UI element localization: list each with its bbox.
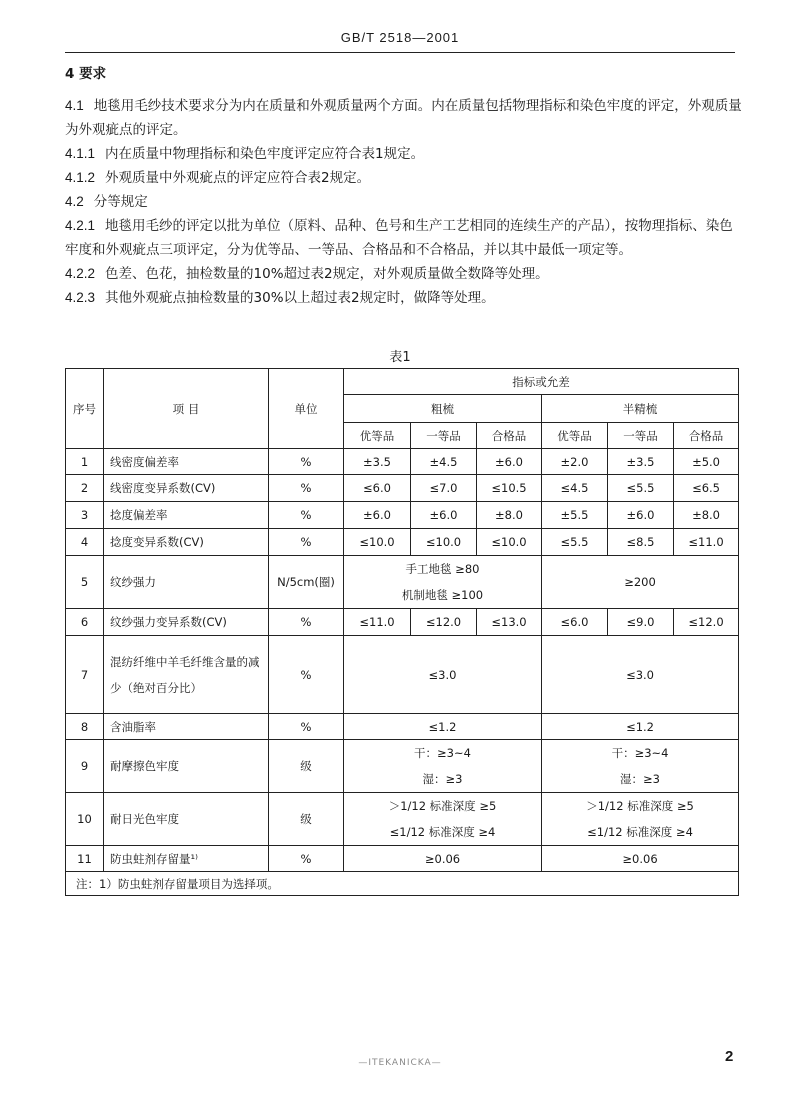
- clause-text: 内在质量中物理指标和染色牢度评定应符合表1规定。: [105, 146, 425, 162]
- header-seq: 序号: [66, 369, 104, 449]
- clause-text: 色差、色花，抽检数量的10%超过表2规定，对外观质量做全数降等处理。: [105, 266, 549, 282]
- row-unit: %: [269, 636, 344, 714]
- row-number: 7: [66, 636, 104, 714]
- row-value: ≤5.5: [542, 529, 608, 556]
- table-row: [66, 475, 739, 502]
- row-value: ≤13.0: [477, 609, 542, 636]
- table-row: [66, 449, 739, 475]
- header-grade: 一等品: [608, 423, 674, 449]
- row-value: ±5.5: [542, 502, 608, 529]
- row-value: ≤1.2: [542, 714, 739, 740]
- section-body: [65, 62, 745, 310]
- header-grade: 一等品: [411, 423, 477, 449]
- table-row: [66, 609, 739, 636]
- clause-number: 4.1.2: [65, 170, 96, 185]
- table-row: [66, 502, 739, 529]
- row-value-line: 湿：≥3: [620, 772, 660, 786]
- row-item: 含油脂率: [104, 714, 269, 740]
- table-row: [66, 714, 739, 740]
- table-note: 注：1）防虫蛀剂存留量项目为选择项。: [66, 872, 739, 896]
- paragraph-4-1: [65, 94, 745, 142]
- row-value: ±6.0: [344, 502, 411, 529]
- table-row: [66, 556, 739, 609]
- table-caption: 表1: [389, 350, 411, 365]
- header-grade: 优等品: [344, 423, 411, 449]
- row-unit: %: [269, 846, 344, 872]
- paragraph-4-2: [65, 190, 745, 214]
- row-number: 10: [66, 793, 104, 846]
- row-value-line: 湿：≥3: [422, 772, 463, 786]
- footer-mark: —ITEKANICKA—: [358, 1058, 442, 1068]
- row-value: ≤10.0: [477, 529, 542, 556]
- row-number: 5: [66, 556, 104, 609]
- section-title: 4 要求: [65, 66, 107, 82]
- row-value: ≤6.5: [674, 475, 739, 502]
- clause-number: 4.2.1: [65, 218, 96, 233]
- row-value: ±8.0: [477, 502, 542, 529]
- row-value: ≤11.0: [674, 529, 739, 556]
- row-value: ≤12.0: [411, 609, 477, 636]
- row-value: [542, 740, 739, 793]
- row-value: ±5.0: [674, 449, 739, 475]
- row-value-line: ≤1/12 标准深度 ≥4: [389, 825, 496, 839]
- row-value: ±4.5: [411, 449, 477, 475]
- header-grade: 优等品: [542, 423, 608, 449]
- row-value: ≥200: [542, 556, 739, 609]
- row-unit: 级: [269, 793, 344, 846]
- row-number: 11: [66, 846, 104, 872]
- row-number: 3: [66, 502, 104, 529]
- paragraph-4-2-1: [65, 214, 745, 262]
- clause-text: 外观质量中外观疵点的评定应符合表2规定。: [105, 170, 371, 186]
- row-item: 线密度变异系数(CV): [104, 475, 269, 502]
- table-row: [66, 793, 739, 846]
- row-value: ≤8.5: [608, 529, 674, 556]
- row-value-line: ＞1/12 标准深度 ≥5: [586, 799, 694, 813]
- row-value: ±6.0: [477, 449, 542, 475]
- row-value: ±6.0: [411, 502, 477, 529]
- row-number: 1: [66, 449, 104, 475]
- row-item: 防虫蛀剂存留量¹⁾: [104, 846, 269, 872]
- paragraph-4-2-3: [65, 286, 745, 310]
- row-item: 纹纱强力: [104, 556, 269, 609]
- paragraph-4-1-1: [65, 142, 745, 166]
- row-value: ≤4.5: [542, 475, 608, 502]
- clause-number: 4.1.1: [65, 146, 96, 161]
- row-value: [344, 740, 542, 793]
- row-item: 耐日光色牢度: [104, 793, 269, 846]
- row-item: 捻度变异系数(CV): [104, 529, 269, 556]
- row-value-line: 干：≥3~4: [414, 746, 471, 760]
- row-value: ≤10.5: [477, 475, 542, 502]
- row-value: ±2.0: [542, 449, 608, 475]
- row-value: ≤9.0: [608, 609, 674, 636]
- page-number: 2: [725, 1048, 734, 1065]
- clause-number: 4.2.2: [65, 266, 96, 281]
- clause-number: 4.2.3: [65, 290, 96, 305]
- row-value: ±8.0: [674, 502, 739, 529]
- row-item: 耐摩擦色牢度: [104, 740, 269, 793]
- row-unit: %: [269, 502, 344, 529]
- row-value-line: 机制地毯 ≥100: [401, 588, 484, 602]
- row-value: ±6.0: [608, 502, 674, 529]
- row-item: 捻度偏差率: [104, 502, 269, 529]
- row-item: 线密度偏差率: [104, 449, 269, 475]
- paragraph-4-1-2: [65, 166, 745, 190]
- clause-text: 其他外观疵点抽检数量的30%以上超过表2规定时，做降等处理。: [105, 290, 495, 306]
- row-value: ≤12.0: [674, 609, 739, 636]
- header-index: 指标或允差: [344, 369, 739, 395]
- row-number: 4: [66, 529, 104, 556]
- header-group-coarse: 粗梳: [344, 395, 542, 423]
- header-grade: 合格品: [674, 423, 739, 449]
- clause-number: 4.2: [65, 194, 84, 209]
- row-unit: 级: [269, 740, 344, 793]
- table-row: [66, 740, 739, 793]
- spec-table: [65, 368, 739, 896]
- row-value-line: 手工地毯 ≥80: [405, 562, 480, 576]
- clause-text: 地毯用毛纱的评定以批为单位（原料、品种、色号和生产工艺相同的连续生产的产品），按物理指标、染色牢度和外观疵点三项评定，分为优等品、一等品、合格品和不合格品，并以其中最低一项定等。: [65, 218, 733, 258]
- header-group-semi: 半精梳: [542, 395, 739, 423]
- row-value: ≤10.0: [411, 529, 477, 556]
- row-value: [344, 793, 542, 846]
- table-row: [66, 529, 739, 556]
- row-value: [344, 556, 542, 609]
- row-number: 6: [66, 609, 104, 636]
- row-value: ≤11.0: [344, 609, 411, 636]
- row-value: ≤7.0: [411, 475, 477, 502]
- paragraph-4-2-2: [65, 262, 745, 286]
- row-value-line: ≤1/12 标准深度 ≥4: [587, 825, 693, 839]
- row-value: ≤3.0: [344, 636, 542, 714]
- row-number: 8: [66, 714, 104, 740]
- row-value: ≥0.06: [344, 846, 542, 872]
- row-value: ≤6.0: [542, 609, 608, 636]
- row-number: 9: [66, 740, 104, 793]
- row-value: ≥0.06: [542, 846, 739, 872]
- row-value: ±3.5: [344, 449, 411, 475]
- row-unit: %: [269, 609, 344, 636]
- header-grade: 合格品: [477, 423, 542, 449]
- row-value: ≤10.0: [344, 529, 411, 556]
- row-unit: %: [269, 714, 344, 740]
- row-value: ≤3.0: [542, 636, 739, 714]
- row-item: 纹纱强力变异系数(CV): [104, 609, 269, 636]
- row-unit: N/5cm(圈): [269, 556, 344, 609]
- row-unit: %: [269, 449, 344, 475]
- row-value: ±3.5: [608, 449, 674, 475]
- row-value: ≤6.0: [344, 475, 411, 502]
- row-number: 2: [66, 475, 104, 502]
- row-value: ≤5.5: [608, 475, 674, 502]
- clause-text: 地毯用毛纱技术要求分为内在质量和外观质量两个方面。内在质量包括物理指标和染色牢度的评定，外观质量为外观疵点的评定。: [65, 98, 742, 138]
- row-value: [542, 793, 739, 846]
- row-value-line: ＞1/12 标准深度 ≥5: [388, 799, 497, 813]
- clause-number: 4.1: [65, 98, 84, 113]
- row-value: ≤1.2: [344, 714, 542, 740]
- header-unit: 单位: [269, 369, 344, 449]
- table-row: [66, 846, 739, 872]
- row-unit: %: [269, 475, 344, 502]
- row-item: 混纺纤维中羊毛纤维含量的减少（绝对百分比）: [104, 636, 269, 714]
- row-unit: %: [269, 529, 344, 556]
- header-item: 项 目: [104, 369, 269, 449]
- row-value-line: 干：≥3~4: [611, 746, 669, 760]
- standard-header: GB/T 2518—2001: [65, 30, 735, 53]
- table-row: [66, 636, 739, 714]
- clause-text: 分等规定: [93, 194, 148, 210]
